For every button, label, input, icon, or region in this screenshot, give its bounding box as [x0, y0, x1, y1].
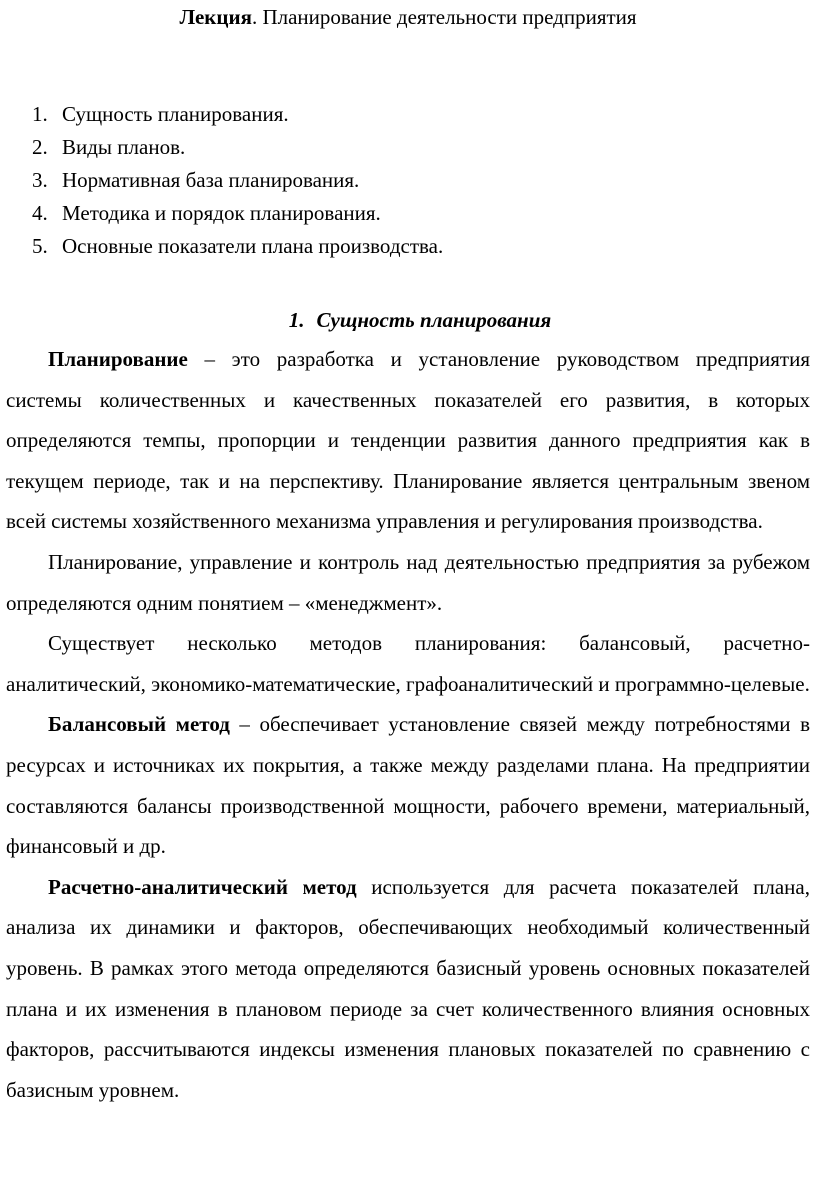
- section-title: Сущность планирования: [316, 308, 552, 332]
- paragraph-text: Планирование, управление и контроль над деятельностью предприятия за рубежом определяются одним понятием – «менеджмент».: [6, 549, 810, 615]
- paragraph-text: используется для расчета показателей плана, анализа их динамики и факторов, обеспечивающих необходимый количественный уровень. В рамках этого метода определяются базисный уровень основных показателей плана и их изменения в плановом периоде за счет количественного влияния основных факторов, рассчитываются индексы изменения плановых показателей по сравнению с базисным уровнем.: [6, 874, 810, 1102]
- toc-item: [32, 164, 810, 197]
- toc-item-text: Сущность планирования.: [62, 102, 289, 126]
- toc-item-number: 1.: [32, 102, 48, 126]
- paragraph-management: [6, 542, 810, 623]
- toc-item-text: Основные показатели плана производства.: [62, 234, 444, 258]
- page-title: [6, 0, 810, 30]
- toc-item: [32, 197, 810, 230]
- toc-item: [32, 230, 810, 263]
- term-analytical-method: Расчетно-аналитический метод: [48, 874, 357, 899]
- term-balance-method: Балансовый метод: [48, 712, 230, 737]
- toc-item-text: Методика и порядок планирования.: [62, 201, 381, 225]
- paragraph-text: – обеспечивает установление связей между потребностями в ресурсах и источниках их покрытия, а также между разделами плана. На предприятии составляются балансы производственной мощности, рабочего времени, материальный, финансовый и др.: [6, 712, 810, 859]
- toc-item-text: Нормативная база планирования.: [62, 168, 360, 192]
- paragraph-text: – это разработка и установление руководством предприятия системы количественных и качественных показателей его развития, в которых определяются темпы, пропорции и тенденции развития данного предприятия как в текущем периоде, так и на перспективу. Планирование является центральным звеном всей системы хозяйственного механизма управления и регулирования производства.: [6, 347, 810, 534]
- section-number: 1.: [288, 308, 305, 332]
- section-heading: [30, 307, 810, 333]
- title-bold-word: Лекция: [179, 5, 252, 29]
- table-of-contents: [6, 98, 810, 263]
- paragraph-balance-method: [6, 704, 810, 866]
- toc-item: [32, 131, 810, 164]
- toc-item-text: Виды планов.: [62, 135, 186, 159]
- paragraph-analytical-method: [6, 867, 810, 1111]
- toc-item-number: 2.: [32, 135, 48, 159]
- paragraph-text: Существует несколько методов планирования: балансовый, расчетно-аналитический, экономико-математические, графоаналитический и программно-целевые.: [6, 631, 810, 696]
- title-text: . Планирование деятельности предприятия: [251, 5, 637, 29]
- paragraph-planning-definition: [6, 339, 810, 542]
- toc-item-number: 3.: [32, 168, 48, 192]
- paragraph-methods: [6, 623, 810, 704]
- toc-item: [32, 98, 810, 131]
- term-planning: Планирование: [48, 347, 188, 371]
- toc-item-number: 5.: [32, 234, 48, 258]
- toc-item-number: 4.: [32, 201, 48, 225]
